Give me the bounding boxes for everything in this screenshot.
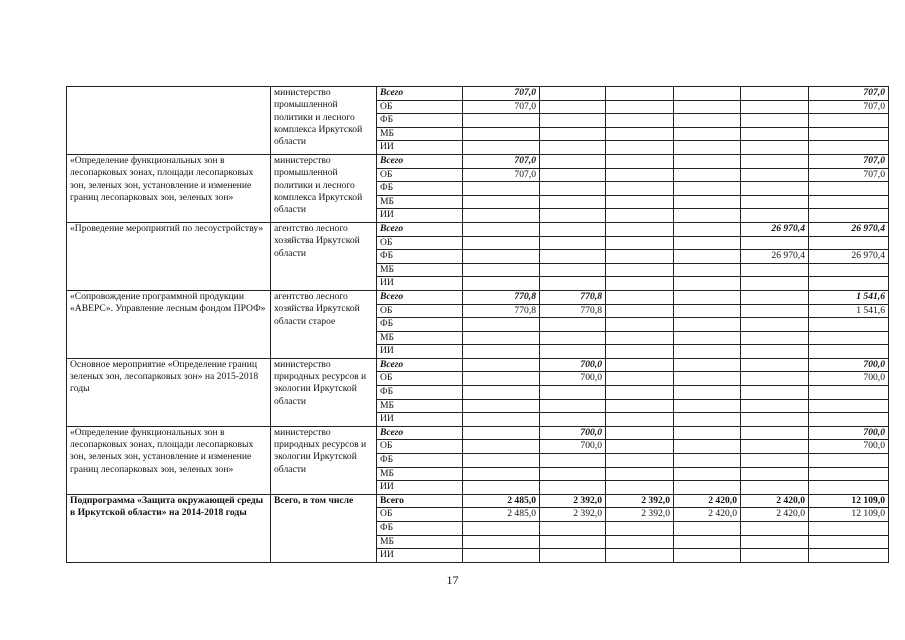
amount-cell <box>674 141 741 155</box>
amount-cell <box>540 386 606 400</box>
amount-cell <box>463 236 540 250</box>
amount-cell <box>809 263 889 277</box>
amount-cell <box>606 386 674 400</box>
amount-cell: 700,0 <box>809 358 889 372</box>
amount-cell <box>809 318 889 332</box>
amount-cell <box>540 168 606 182</box>
funding-source: ИИ <box>377 141 463 155</box>
amount-cell: 1 541,6 <box>809 290 889 304</box>
funding-source: ИИ <box>377 413 463 427</box>
amount-cell <box>606 358 674 372</box>
amount-cell: 700,0 <box>809 426 889 440</box>
amount-cell: 707,0 <box>463 168 540 182</box>
funding-source: МБ <box>377 127 463 141</box>
amount-cell <box>809 331 889 345</box>
funding-source: Всего <box>377 358 463 372</box>
amount-cell <box>606 304 674 318</box>
amount-cell <box>809 127 889 141</box>
amount-cell <box>606 318 674 332</box>
amount-cell <box>463 454 540 468</box>
amount-cell <box>741 358 809 372</box>
funding-source: МБ <box>377 399 463 413</box>
amount-cell <box>741 413 809 427</box>
amount-cell <box>540 413 606 427</box>
page-number: 17 <box>446 573 459 587</box>
amount-cell <box>606 549 674 563</box>
amount-cell <box>463 467 540 481</box>
executor: агентство лесного хозяйства Иркутской области <box>271 222 377 290</box>
funding-source: Всего <box>377 494 463 508</box>
amount-cell <box>741 372 809 386</box>
amount-cell <box>540 154 606 168</box>
activity-name: Подпрограмма «Защита окружающей среды в Иркутской области» на 2014-2018 годы <box>67 494 271 562</box>
amount-cell <box>741 195 809 209</box>
amount-cell: 26 970,4 <box>809 250 889 264</box>
amount-cell <box>606 277 674 291</box>
funding-source: ФБ <box>377 182 463 196</box>
amount-cell <box>809 522 889 536</box>
amount-cell <box>741 236 809 250</box>
amount-cell: 2 420,0 <box>741 494 809 508</box>
amount-cell <box>606 413 674 427</box>
amount-cell <box>606 87 674 101</box>
amount-cell <box>809 549 889 563</box>
amount-cell <box>674 263 741 277</box>
executor: министерство промышленной политики и лесного комплекса Иркутской области <box>271 87 377 155</box>
amount-cell: 770,8 <box>540 304 606 318</box>
amount-cell <box>606 154 674 168</box>
table-row <box>67 154 889 168</box>
amount-cell <box>463 277 540 291</box>
amount-cell <box>606 467 674 481</box>
amount-cell <box>674 100 741 114</box>
amount-cell <box>606 195 674 209</box>
amount-cell <box>809 277 889 291</box>
amount-cell <box>741 290 809 304</box>
amount-cell <box>674 440 741 454</box>
funding-source: ФБ <box>377 114 463 128</box>
amount-cell <box>741 182 809 196</box>
amount-cell <box>606 100 674 114</box>
amount-cell <box>463 399 540 413</box>
amount-cell <box>741 386 809 400</box>
amount-cell: 2 485,0 <box>463 494 540 508</box>
amount-cell <box>540 209 606 223</box>
amount-cell <box>606 290 674 304</box>
amount-cell <box>606 345 674 359</box>
funding-source: ОБ <box>377 236 463 250</box>
amount-cell <box>463 222 540 236</box>
amount-cell <box>809 114 889 128</box>
funding-source: ОБ <box>377 508 463 522</box>
activity-name: «Проведение мероприятий по лесоустройству» <box>67 222 271 290</box>
amount-cell <box>463 440 540 454</box>
amount-cell <box>463 413 540 427</box>
table-row <box>67 87 889 101</box>
amount-cell <box>674 250 741 264</box>
amount-cell <box>463 209 540 223</box>
amount-cell <box>674 535 741 549</box>
amount-cell: 26 970,4 <box>741 222 809 236</box>
amount-cell: 2 485,0 <box>463 508 540 522</box>
amount-cell <box>674 209 741 223</box>
funding-source: ФБ <box>377 454 463 468</box>
table-row <box>67 358 889 372</box>
amount-cell <box>540 318 606 332</box>
table-row <box>67 426 889 440</box>
amount-cell <box>674 195 741 209</box>
amount-cell: 770,8 <box>540 290 606 304</box>
amount-cell <box>741 277 809 291</box>
funding-source: ОБ <box>377 372 463 386</box>
amount-cell <box>674 318 741 332</box>
amount-cell <box>463 358 540 372</box>
funding-source: Всего <box>377 290 463 304</box>
amount-cell <box>540 481 606 495</box>
amount-cell: 700,0 <box>540 426 606 440</box>
amount-cell <box>741 440 809 454</box>
table-body <box>67 87 889 563</box>
amount-cell <box>463 345 540 359</box>
amount-cell <box>809 209 889 223</box>
amount-cell <box>674 304 741 318</box>
funding-source: МБ <box>377 195 463 209</box>
amount-cell <box>463 481 540 495</box>
amount-cell: 700,0 <box>540 372 606 386</box>
amount-cell <box>674 454 741 468</box>
amount-cell: 2 392,0 <box>540 508 606 522</box>
funding-source: МБ <box>377 263 463 277</box>
amount-cell <box>741 209 809 223</box>
amount-cell: 12 109,0 <box>809 494 889 508</box>
amount-cell <box>674 182 741 196</box>
amount-cell: 700,0 <box>809 440 889 454</box>
amount-cell <box>606 236 674 250</box>
amount-cell <box>809 141 889 155</box>
amount-cell: 12 109,0 <box>809 508 889 522</box>
amount-cell: 2 420,0 <box>741 508 809 522</box>
table-row <box>67 222 889 236</box>
amount-cell <box>606 331 674 345</box>
funding-source: ИИ <box>377 481 463 495</box>
amount-cell <box>463 250 540 264</box>
amount-cell: 700,0 <box>540 358 606 372</box>
funding-source: МБ <box>377 467 463 481</box>
executor: министерство природных ресурсов и экологии Иркутской области <box>271 426 377 494</box>
amount-cell <box>674 277 741 291</box>
executor: министерство природных ресурсов и экологии Иркутской области <box>271 358 377 426</box>
activity-name: Основное мероприятие «Определение границ зеленых зон, лесопарковых зон» на 2015-2018 годы <box>67 358 271 426</box>
amount-cell <box>674 413 741 427</box>
amount-cell <box>809 535 889 549</box>
amount-cell: 770,8 <box>463 290 540 304</box>
amount-cell <box>463 549 540 563</box>
funding-source: ФБ <box>377 250 463 264</box>
amount-cell <box>606 426 674 440</box>
amount-cell <box>674 522 741 536</box>
amount-cell <box>463 127 540 141</box>
amount-cell <box>606 114 674 128</box>
amount-cell <box>674 222 741 236</box>
funding-source: МБ <box>377 535 463 549</box>
funding-source: Всего <box>377 222 463 236</box>
activity-name: «Определение функциональных зон в лесопарковых зонах, площади лесопарковых зон, зеленых зон, установление и изменение границ лесопарковых зон, зеленых зон» <box>67 426 271 494</box>
amount-cell: 2 392,0 <box>606 508 674 522</box>
amount-cell <box>540 182 606 196</box>
amount-cell <box>540 535 606 549</box>
amount-cell <box>606 522 674 536</box>
amount-cell <box>674 358 741 372</box>
amount-cell <box>809 386 889 400</box>
amount-cell <box>606 182 674 196</box>
amount-cell <box>809 454 889 468</box>
amount-cell <box>463 195 540 209</box>
amount-cell <box>809 195 889 209</box>
amount-cell <box>606 399 674 413</box>
funding-source: ФБ <box>377 386 463 400</box>
amount-cell: 26 970,4 <box>809 222 889 236</box>
amount-cell <box>741 345 809 359</box>
amount-cell <box>741 467 809 481</box>
document-page <box>66 86 888 563</box>
amount-cell <box>741 114 809 128</box>
amount-cell <box>540 263 606 277</box>
amount-cell <box>540 454 606 468</box>
amount-cell <box>674 399 741 413</box>
amount-cell <box>540 549 606 563</box>
amount-cell <box>674 290 741 304</box>
amount-cell <box>606 263 674 277</box>
amount-cell <box>540 250 606 264</box>
amount-cell: 770,8 <box>463 304 540 318</box>
funding-source: Всего <box>377 426 463 440</box>
amount-cell <box>809 467 889 481</box>
amount-cell <box>741 127 809 141</box>
executor: Всего, в том числе <box>271 494 377 562</box>
amount-cell <box>540 331 606 345</box>
funding-source: ИИ <box>377 277 463 291</box>
amount-cell <box>606 454 674 468</box>
amount-cell <box>674 87 741 101</box>
amount-cell: 26 970,4 <box>741 250 809 264</box>
amount-cell <box>606 372 674 386</box>
amount-cell <box>741 304 809 318</box>
amount-cell <box>674 372 741 386</box>
amount-cell: 700,0 <box>809 372 889 386</box>
amount-cell <box>463 141 540 155</box>
amount-cell: 700,0 <box>540 440 606 454</box>
amount-cell <box>741 263 809 277</box>
funding-source: ИИ <box>377 209 463 223</box>
amount-cell <box>741 481 809 495</box>
activity-name <box>67 87 271 155</box>
amount-cell <box>809 236 889 250</box>
amount-cell <box>540 522 606 536</box>
funding-source: ОБ <box>377 440 463 454</box>
activity-name: «Определение функциональных зон в лесопарковых зонах, площади лесопарковых зон, зеленых зон, установление и изменение границ лесопарковых зон, зеленых зон» <box>67 154 271 222</box>
table-row <box>67 290 889 304</box>
amount-cell <box>674 386 741 400</box>
activity-name: «Сопровождение программной продукции «АВЕРС». Управление лесным фондом ПРОФ» <box>67 290 271 358</box>
funding-source: ОБ <box>377 304 463 318</box>
amount-cell: 2 392,0 <box>606 494 674 508</box>
amount-cell <box>540 236 606 250</box>
amount-cell <box>809 345 889 359</box>
amount-cell <box>741 535 809 549</box>
amount-cell <box>741 168 809 182</box>
amount-cell <box>741 318 809 332</box>
amount-cell <box>463 182 540 196</box>
amount-cell: 707,0 <box>809 154 889 168</box>
amount-cell <box>540 277 606 291</box>
amount-cell <box>540 399 606 413</box>
amount-cell <box>741 522 809 536</box>
amount-cell <box>540 345 606 359</box>
amount-cell <box>606 141 674 155</box>
amount-cell <box>540 127 606 141</box>
amount-cell <box>674 114 741 128</box>
amount-cell <box>741 454 809 468</box>
amount-cell <box>606 250 674 264</box>
funding-source: ФБ <box>377 318 463 332</box>
amount-cell: 707,0 <box>463 87 540 101</box>
amount-cell <box>540 87 606 101</box>
funding-source: ОБ <box>377 100 463 114</box>
amount-cell <box>741 154 809 168</box>
amount-cell <box>674 345 741 359</box>
amount-cell <box>606 209 674 223</box>
amount-cell: 2 420,0 <box>674 494 741 508</box>
amount-cell <box>674 236 741 250</box>
funding-source: ИИ <box>377 549 463 563</box>
amount-cell <box>741 331 809 345</box>
amount-cell <box>540 195 606 209</box>
amount-cell <box>809 413 889 427</box>
amount-cell <box>463 372 540 386</box>
amount-cell <box>674 127 741 141</box>
amount-cell <box>674 549 741 563</box>
funding-source: ОБ <box>377 168 463 182</box>
amount-cell <box>463 522 540 536</box>
funding-source: ИИ <box>377 345 463 359</box>
amount-cell <box>540 100 606 114</box>
executor: министерство промышленной политики и лесного комплекса Иркутской области <box>271 154 377 222</box>
amount-cell <box>540 141 606 155</box>
amount-cell <box>463 426 540 440</box>
amount-cell <box>741 141 809 155</box>
amount-cell <box>606 440 674 454</box>
amount-cell <box>809 481 889 495</box>
amount-cell <box>674 467 741 481</box>
amount-cell <box>674 154 741 168</box>
budget-table <box>66 86 889 563</box>
amount-cell <box>674 331 741 345</box>
amount-cell <box>741 426 809 440</box>
amount-cell <box>463 386 540 400</box>
amount-cell <box>463 331 540 345</box>
executor: агентство лесного хозяйства Иркутской области старое <box>271 290 377 358</box>
amount-cell <box>463 263 540 277</box>
amount-cell <box>606 535 674 549</box>
amount-cell: 707,0 <box>463 100 540 114</box>
amount-cell <box>540 467 606 481</box>
funding-source: Всего <box>377 87 463 101</box>
amount-cell: 707,0 <box>809 168 889 182</box>
amount-cell: 2 392,0 <box>540 494 606 508</box>
amount-cell <box>540 222 606 236</box>
amount-cell: 2 420,0 <box>674 508 741 522</box>
funding-source: ФБ <box>377 522 463 536</box>
amount-cell <box>540 114 606 128</box>
amount-cell <box>809 182 889 196</box>
amount-cell: 707,0 <box>463 154 540 168</box>
amount-cell <box>741 87 809 101</box>
amount-cell <box>741 399 809 413</box>
amount-cell <box>674 426 741 440</box>
amount-cell <box>463 114 540 128</box>
amount-cell <box>674 481 741 495</box>
amount-cell: 707,0 <box>809 100 889 114</box>
amount-cell <box>741 100 809 114</box>
amount-cell <box>606 481 674 495</box>
amount-cell <box>463 535 540 549</box>
amount-cell <box>674 168 741 182</box>
funding-source: Всего <box>377 154 463 168</box>
amount-cell: 707,0 <box>809 87 889 101</box>
amount-cell <box>606 168 674 182</box>
amount-cell <box>809 399 889 413</box>
table-row <box>67 494 889 508</box>
amount-cell: 1 541,6 <box>809 304 889 318</box>
amount-cell <box>606 127 674 141</box>
amount-cell <box>741 549 809 563</box>
amount-cell <box>463 318 540 332</box>
amount-cell <box>606 222 674 236</box>
funding-source: МБ <box>377 331 463 345</box>
